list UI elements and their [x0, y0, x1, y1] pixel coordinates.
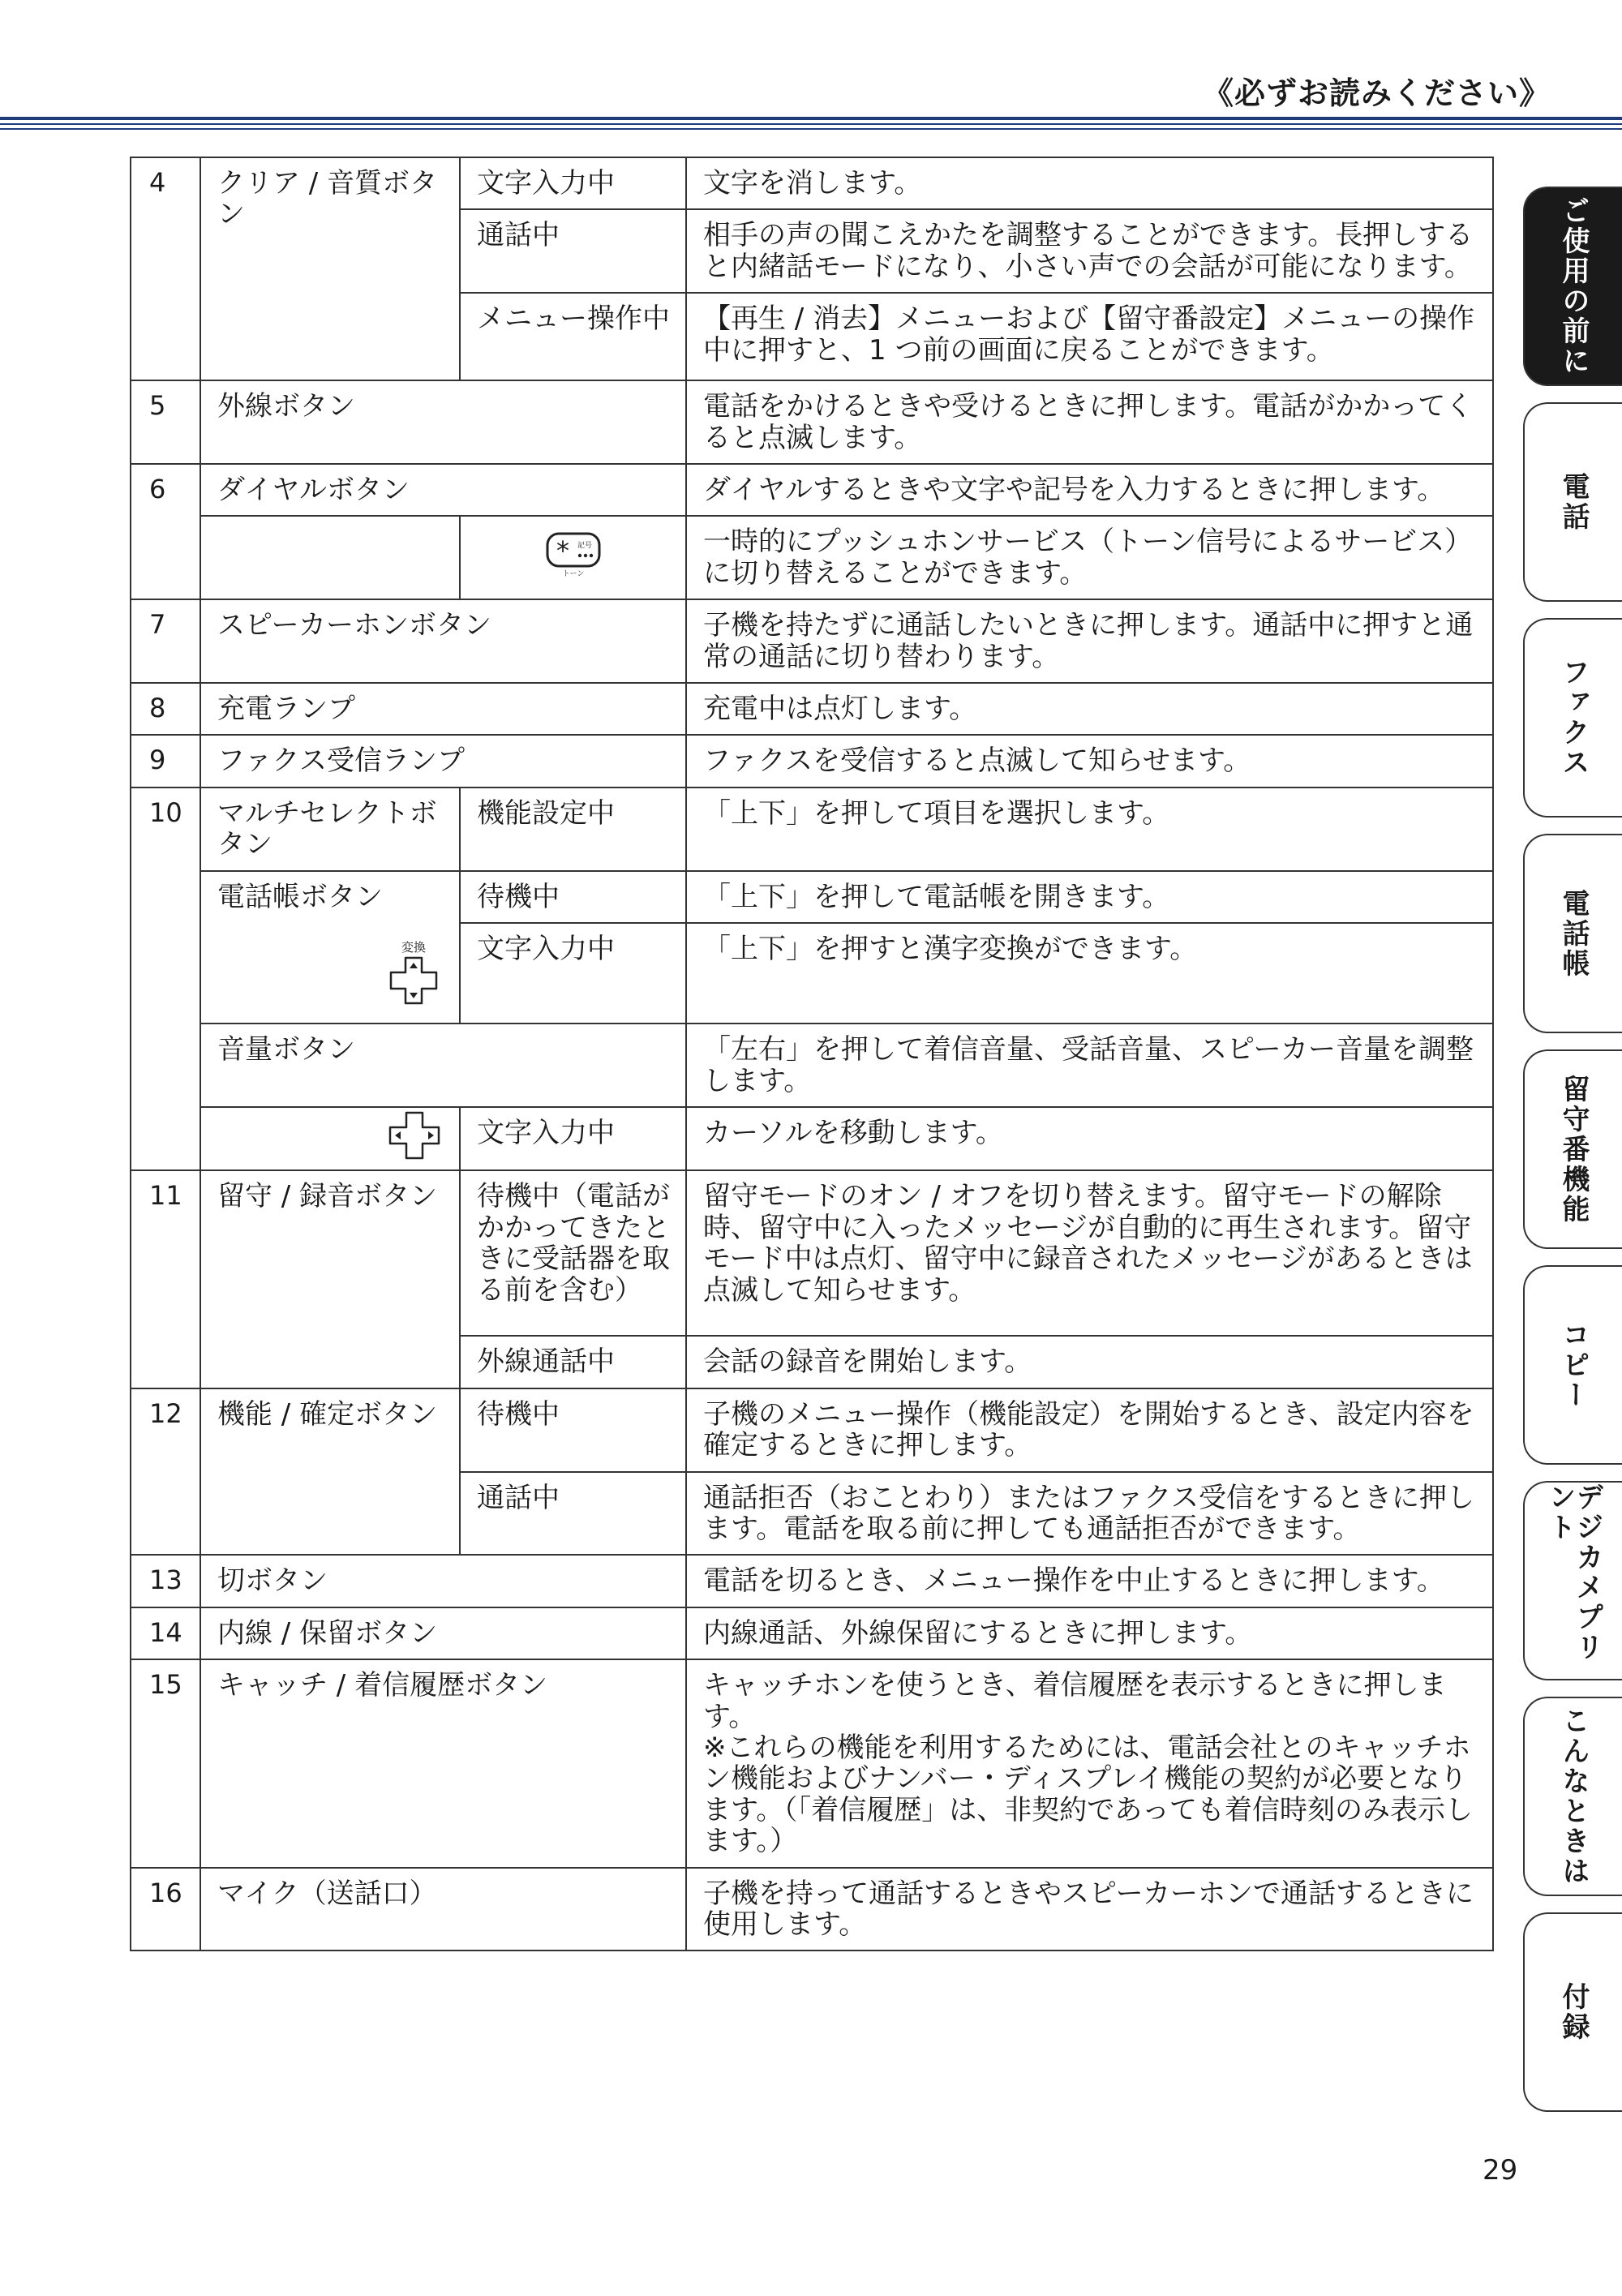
button-name: 充電ランプ — [200, 683, 686, 735]
row-number: 16 — [131, 1868, 200, 1951]
table-row — [131, 683, 1493, 735]
description: 相手の声の聞こえかたを調整することができます。長押しすると内緒話モードになり、小さい声での会話が可能になります。 — [686, 209, 1493, 293]
description: 子機を持たずに通話したいときに押します。通話中に押すと通常の通話に切り替わります。 — [686, 599, 1493, 683]
svg-text:記号: 記号 — [577, 541, 592, 550]
description: 一時的にプッシュホンサービス（トーン信号によるサービス）に切り替えることができます。 — [686, 516, 1493, 599]
tab-label: 留守番機能 — [1557, 1074, 1590, 1225]
button-name: クリア / 音質ボタン — [200, 157, 460, 380]
tab-label: 電話帳 — [1557, 888, 1590, 979]
description: 電話を切るとき、メニュー操作を中止するときに押します。 — [686, 1555, 1493, 1607]
tab-answering-machine[interactable] — [1523, 1049, 1622, 1249]
description: 「上下」を押して項目を選択します。 — [686, 788, 1493, 871]
row-number: 5 — [131, 380, 200, 464]
condition: 機能設定中 — [460, 788, 686, 871]
description: 充電中は点灯します。 — [686, 683, 1493, 735]
description-cell — [686, 1659, 1493, 1867]
tab-label: デジカメプリント — [1543, 1483, 1603, 1663]
row-number: 12 — [131, 1388, 200, 1556]
description: 内線通話、外線保留にするときに押します。 — [686, 1607, 1493, 1659]
row-number: 13 — [131, 1555, 200, 1607]
table-row — [131, 1388, 1493, 1472]
header-rule — [0, 128, 1622, 130]
description: 留守モードのオン / オフを切り替えます。留守モードの解除時、留守中に入ったメッセージが自動的に再生されます。留守モード中は点灯、留守中に録音されたメッセージがあるときは点滅して知らせます。 — [686, 1170, 1493, 1336]
row-number: 15 — [131, 1659, 200, 1867]
description: ダイヤルするときや文字や記号を入力するときに押します。 — [686, 464, 1493, 516]
description: 【再生 / 消去】メニューおよび【留守番設定】メニューの操作中に押すと、1 つ前の画面に戻ることができます。 — [686, 293, 1493, 380]
description: 「上下」を押して電話帳を開きます。 — [686, 871, 1493, 923]
tab-label: 電話 — [1557, 472, 1590, 532]
description: 文字を消します。 — [686, 157, 1493, 209]
description: キャッチホンを使うとき、着信履歴を表示するときに押します。 — [703, 1669, 1447, 1733]
asterisk-tone-key-icon — [460, 516, 686, 599]
tab-phone[interactable] — [1523, 402, 1622, 602]
note: ※これらの機能を利用するためには、電話会社とのキャッチホン機能およびナンバー・ディスプレイ機能の契約が必要となります。（「着信履歴」は、非契約であっても着信時刻のみ表示します。） — [703, 1731, 1473, 1858]
row-number: 7 — [131, 599, 200, 683]
condition: 外線通話中 — [460, 1336, 686, 1388]
tab-label: こんなときは — [1557, 1706, 1590, 1886]
condition: 待機中 — [460, 1388, 686, 1472]
description: 子機を持って通話するときやスピーカーホンで通話するときに使用します。 — [686, 1868, 1493, 1951]
dpad-leftright-icon — [200, 1107, 460, 1170]
table-row — [131, 464, 1493, 516]
description: 電話をかけるときや受けるときに押します。電話がかかってくると点滅します。 — [686, 380, 1493, 464]
description: 会話の録音を開始します。 — [686, 1336, 1493, 1388]
tab-appendix[interactable] — [1523, 1912, 1622, 2112]
condition: メニュー操作中 — [460, 293, 686, 380]
button-name: マイク（送話口） — [200, 1868, 686, 1951]
button-name: 機能 / 確定ボタン — [200, 1388, 460, 1556]
condition: 待機中 — [460, 871, 686, 923]
condition: 文字入力中 — [460, 157, 686, 209]
row-number: 6 — [131, 464, 200, 599]
table-row — [131, 1024, 1493, 1107]
button-name: キャッチ / 着信履歴ボタン — [200, 1659, 686, 1867]
table-row — [131, 1107, 1493, 1170]
tab-label: 付録 — [1557, 1982, 1590, 2042]
row-number: 4 — [131, 157, 200, 380]
condition: 待機中（電話がかかってきたときに受話器を取る前を含む） — [460, 1170, 686, 1336]
description: ファクスを受信すると点滅して知らせます。 — [686, 735, 1493, 787]
button-name: 切ボタン — [200, 1555, 686, 1607]
table-row — [131, 599, 1493, 683]
tab-camera-print[interactable] — [1523, 1481, 1622, 1680]
header-rule — [0, 117, 1622, 120]
svg-text:変換: 変換 — [401, 939, 427, 955]
row-number: 10 — [131, 788, 200, 1170]
svg-text:トーン: トーン — [562, 569, 584, 578]
table-row — [131, 871, 1493, 923]
header-rule — [0, 123, 1622, 125]
table-row — [131, 1659, 1493, 1867]
button-name: スピーカーホンボタン — [200, 599, 686, 683]
row-number: 11 — [131, 1170, 200, 1388]
button-name: ファクス受信ランプ — [200, 735, 686, 787]
condition: 通話中 — [460, 1472, 686, 1556]
table-row — [131, 157, 1493, 209]
table-row — [131, 516, 1493, 599]
tab-before-use[interactable] — [1523, 187, 1622, 386]
row-number: 8 — [131, 683, 200, 735]
row-number: 9 — [131, 735, 200, 787]
button-name: 外線ボタン — [200, 380, 686, 464]
button-name: マルチセレクトボタン — [200, 788, 460, 871]
tab-label: ご使用の前に — [1557, 196, 1590, 376]
phonebook-button-cell — [200, 871, 460, 1024]
table-row — [131, 380, 1493, 464]
condition: 通話中 — [460, 209, 686, 293]
button-name: ダイヤルボタン — [200, 464, 686, 516]
button-description-table — [130, 157, 1494, 1951]
tab-copy[interactable] — [1523, 1265, 1622, 1465]
tab-troubleshooting[interactable] — [1523, 1697, 1622, 1896]
tab-phonebook[interactable] — [1523, 834, 1622, 1033]
table-row — [131, 788, 1493, 871]
button-name: 電話帳ボタン — [217, 880, 383, 913]
table-row — [131, 1555, 1493, 1607]
page-number: 29 — [1483, 2154, 1518, 2187]
tab-label: コピー — [1557, 1320, 1590, 1410]
table-row — [131, 735, 1493, 787]
condition: 文字入力中 — [460, 1107, 686, 1170]
table-row — [131, 1170, 1493, 1336]
row-number: 14 — [131, 1607, 200, 1659]
condition: 文字入力中 — [460, 923, 686, 1024]
tab-label: ファクス — [1557, 658, 1590, 778]
button-name: 内線 / 保留ボタン — [200, 1607, 686, 1659]
description: カーソルを移動します。 — [686, 1107, 1493, 1170]
description: 「左右」を押して着信音量、受話音量、スピーカー音量を調整します。 — [686, 1024, 1493, 1107]
tab-fax[interactable] — [1523, 618, 1622, 818]
button-name: 音量ボタン — [200, 1024, 686, 1107]
description: 通話拒否（おことわり）またはファクス受信をするときに押します。電話を取る前に押しても通話拒否ができます。 — [686, 1472, 1493, 1556]
table-row — [131, 1607, 1493, 1659]
dpad-updown-icon — [386, 940, 441, 1019]
description: 子機のメニュー操作（機能設定）を開始するとき、設定内容を確定するときに押します。 — [686, 1388, 1493, 1472]
svg-text:*: * — [556, 534, 569, 566]
description: 「上下」を押すと漢字変換ができます。 — [686, 923, 1493, 1024]
table-row — [131, 1868, 1493, 1951]
header-title: 《必ずお読みください》 — [1202, 75, 1551, 111]
button-name: 留守 / 録音ボタン — [200, 1170, 460, 1388]
